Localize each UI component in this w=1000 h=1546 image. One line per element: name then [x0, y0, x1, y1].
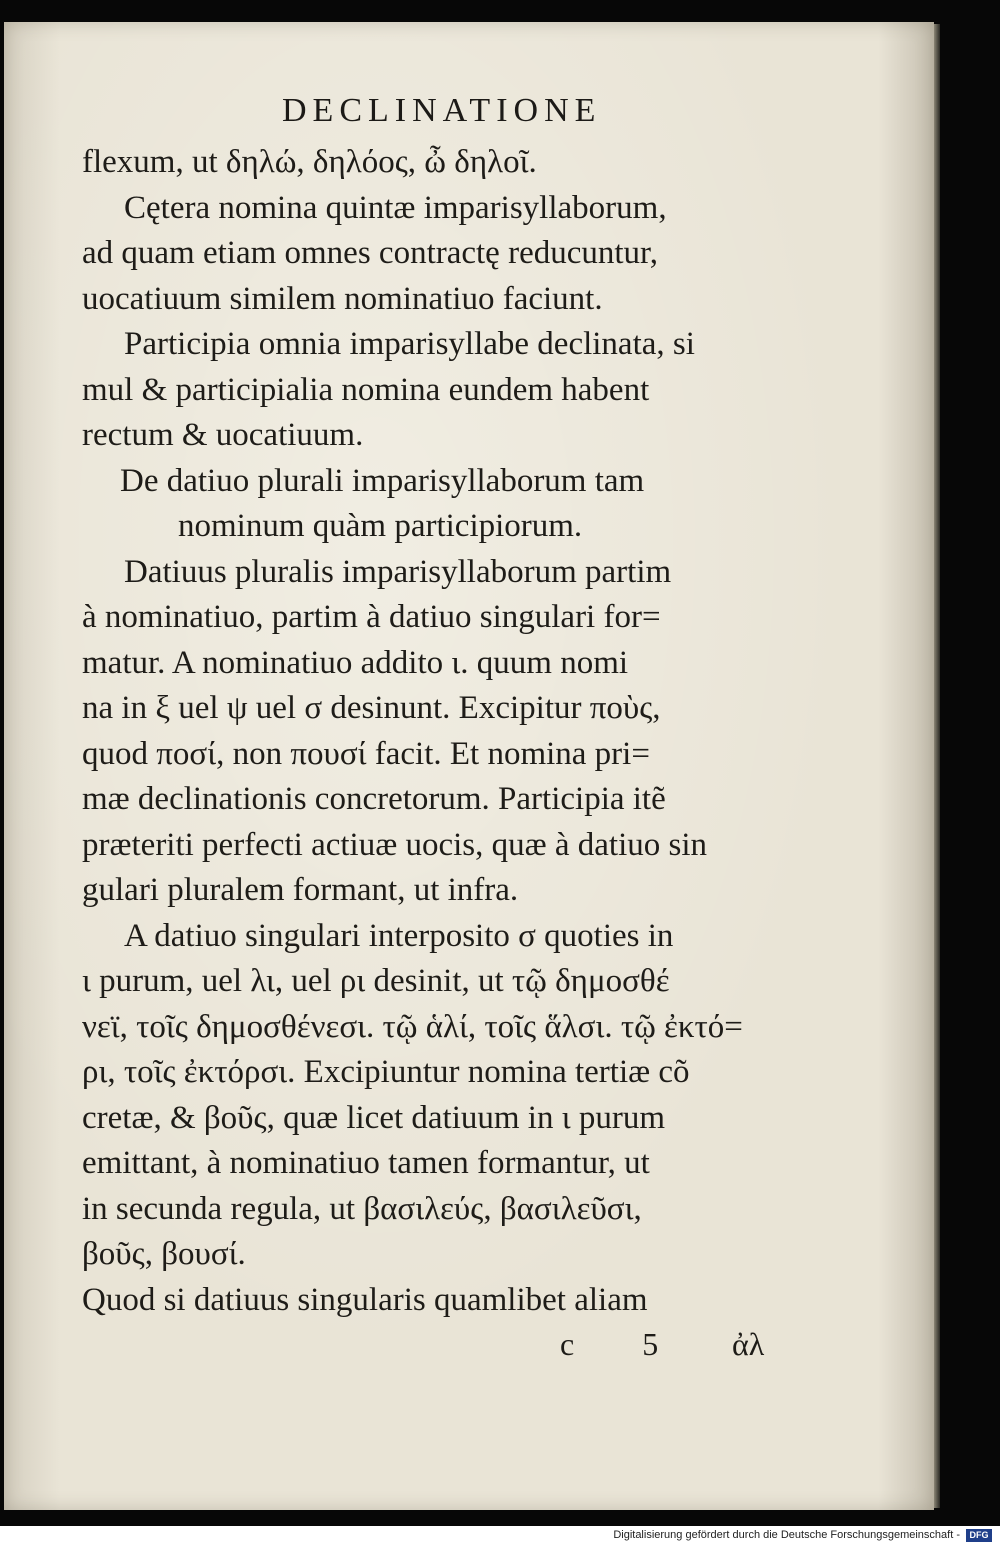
catchword: ἀλ [732, 1326, 765, 1362]
text-block [82, 140, 822, 1323]
text-line-1: flexum, ut δηλώ, δηλόος, ὦ δηλοῖ. [82, 144, 537, 180]
text-line-16: præteriti perfecti actiuæ uocis, quæ à datiuo sin [82, 826, 708, 863]
text-line-13: na in ξ uel ψ uel σ desinunt. Excipitur ποὺς, [82, 690, 661, 726]
text-line-10: Datiuus pluralis imparisyllaborum partim [124, 553, 672, 590]
text-line-25: βοῦς, βουσί. [82, 1236, 246, 1272]
text-line-19: ι purum, uel λι, uel ρι desinit, ut τῷ δημοσθέ [82, 963, 670, 999]
text-line-26: Quod si datiuus singularis quamlibet aliam [82, 1281, 648, 1318]
text-line-11: à nominatiuo, partim à datiuo singulari for= [82, 599, 661, 635]
text-line-20: νεϊ, τοῖς δημοσθένεσι. τῷ ἁλί, τοῖς ἅλσι. τῷ ἐκτό= [82, 1008, 743, 1045]
dfg-logo-icon: DFG [966, 1529, 992, 1542]
text-line-23: emittant, à nominatiuo tamen formantur, ut [82, 1145, 650, 1181]
text-line-18: A datiuo singulari interposito σ quoties in [124, 917, 674, 954]
section-heading-line-1: De datiuo plurali imparisyllaborum tam [120, 462, 645, 499]
text-line-7: rectum & uocatiuum. [82, 417, 364, 453]
text-line-14: quod ποσί, non πουσί facit. Et nomina pri= [82, 735, 650, 772]
text-line-5: Participia omnia imparisyllabe declinata, si [124, 326, 695, 362]
text-line-2: Cętera nomina quintæ imparisyllaborum, [124, 189, 667, 226]
page-edge [934, 24, 940, 1508]
text-line-22: cretæ, & βοῦς, quæ licet datiuum in ι purum [82, 1099, 665, 1136]
text-line-15: mæ declinationis concretorum. Participia itẽ [82, 781, 666, 817]
text-line-12: matur. A nominatiuo addito ι. quum nomi [82, 644, 629, 681]
running-heading: DECLINATIONE [282, 92, 602, 129]
signature-mark: c 5 [560, 1326, 689, 1362]
funding-credit: Digitalisierung gefördert durch die Deutsche Forschungsgemeinschaft - [613, 1529, 960, 1541]
text-line-24: in secunda regula, ut βασιλεύς, βασιλεῦσι, [82, 1190, 642, 1227]
text-line-3: ad quam etiam omnes contractę reducuntur, [82, 235, 658, 271]
section-heading-line-2: nominum quàm participiorum. [178, 508, 583, 544]
text-line-6: mul & participialia nomina eundem habent [82, 371, 650, 408]
text-line-21: ρι, τοῖς ἐκτόρσι. Excipiuntur nomina tertiæ cõ [82, 1054, 690, 1090]
text-line-4: uocatiuum similem nominatiuo faciunt. [82, 280, 603, 317]
text-line-17: gulari pluralem formant, ut infra. [82, 872, 519, 908]
